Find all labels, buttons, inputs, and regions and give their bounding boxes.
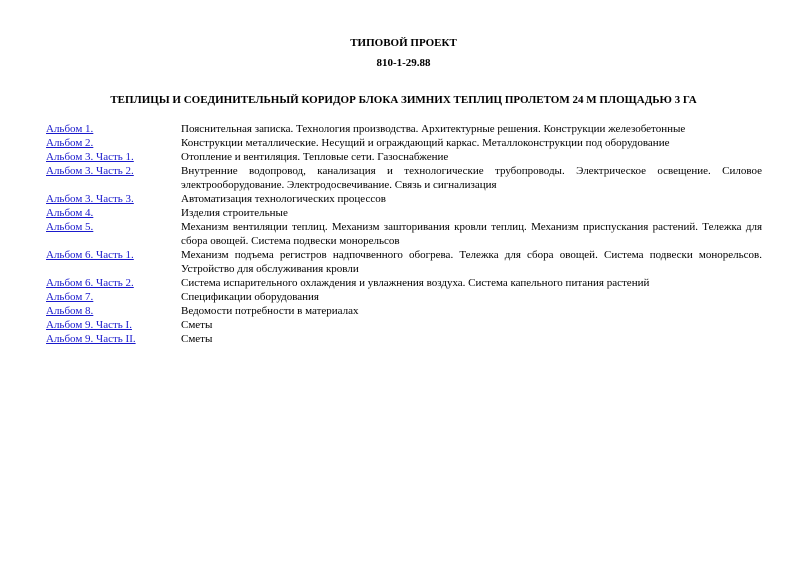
album-link[interactable]: Альбом 3. Часть 3. xyxy=(46,193,134,205)
album-description: Конструкции металлические. Несущий и ограждающий каркас. Металлоконструкции под оборудование xyxy=(181,137,670,149)
album-link[interactable]: Альбом 3. Часть 1. xyxy=(46,151,134,163)
album-link[interactable]: Альбом 3. Часть 2. xyxy=(46,165,134,177)
album-row xyxy=(46,248,762,276)
album-description: Сметы xyxy=(181,333,213,345)
album-description: Внутренние водопровод, канализация и технологические трубопроводы. Электрическое освещение. Силовое электрооборудование. Электродосвечивание. Связь и сигнализация xyxy=(181,165,762,191)
album-description: Сметы xyxy=(181,319,213,331)
album-link[interactable]: Альбом 1. xyxy=(46,123,94,135)
album-description: Ведомости потребности в материалах xyxy=(181,305,359,317)
album-row xyxy=(46,122,762,136)
album-row xyxy=(46,220,762,248)
album-description: Спецификации оборудования xyxy=(181,291,319,303)
album-link[interactable]: Альбом 5. xyxy=(46,221,94,233)
album-link[interactable]: Альбом 4. xyxy=(46,207,94,219)
album-row xyxy=(46,150,762,164)
album-link[interactable]: Альбом 8. xyxy=(46,305,94,317)
album-link[interactable]: Альбом 2. xyxy=(46,137,94,149)
album-description: Отопление и вентиляция. Тепловые сети. Газоснабжение xyxy=(181,151,449,163)
album-description: Механизм вентиляции теплиц. Механизм зашторивания кровли теплиц. Механизм приспускания растений. Тележка для сбора овощей. Система подвески монорельсов xyxy=(181,221,762,247)
album-description: Изделия строительные xyxy=(181,207,288,219)
album-link[interactable]: Альбом 9. Часть II. xyxy=(46,333,136,345)
document-title: ТЕПЛИЦЫ И СОЕДИНИТЕЛЬНЫЙ КОРИДОР БЛОКА ЗИМНИХ ТЕПЛИЦ ПРОЛЕТОМ 24 М ПЛОЩАДЬЮ 3 ГА xyxy=(110,94,697,106)
album-description: Автоматизация технологических процессов xyxy=(181,193,386,205)
album-row xyxy=(46,304,762,318)
project-type-heading: ТИПОВОЙ ПРОЕКТ xyxy=(350,37,457,49)
album-link[interactable]: Альбом 7. xyxy=(46,291,94,303)
album-row xyxy=(46,192,762,206)
album-row xyxy=(46,290,762,304)
album-link[interactable]: Альбом 9. Часть I. xyxy=(46,319,132,331)
album-description: Пояснительная записка. Технология производства. Архитектурные решения. Конструкции железобетонные xyxy=(181,123,686,135)
album-description: Механизм подъема регистров надпочвенного обогрева. Тележка для сбора овощей. Система подвески монорельсов. Устройство для обслуживания кровли xyxy=(181,249,762,275)
album-row xyxy=(46,332,762,346)
album-list xyxy=(46,122,762,346)
album-row xyxy=(46,136,762,150)
album-link[interactable]: Альбом 6. Часть 2. xyxy=(46,277,134,289)
album-row xyxy=(46,276,762,290)
album-row xyxy=(46,318,762,332)
project-number: 810-1-29.88 xyxy=(376,57,431,69)
album-row xyxy=(46,206,762,220)
album-link[interactable]: Альбом 6. Часть 1. xyxy=(46,249,134,261)
album-description: Система испарительного охлаждения и увлажнения воздуха. Система капельного питания растений xyxy=(181,277,650,289)
album-row xyxy=(46,164,762,192)
